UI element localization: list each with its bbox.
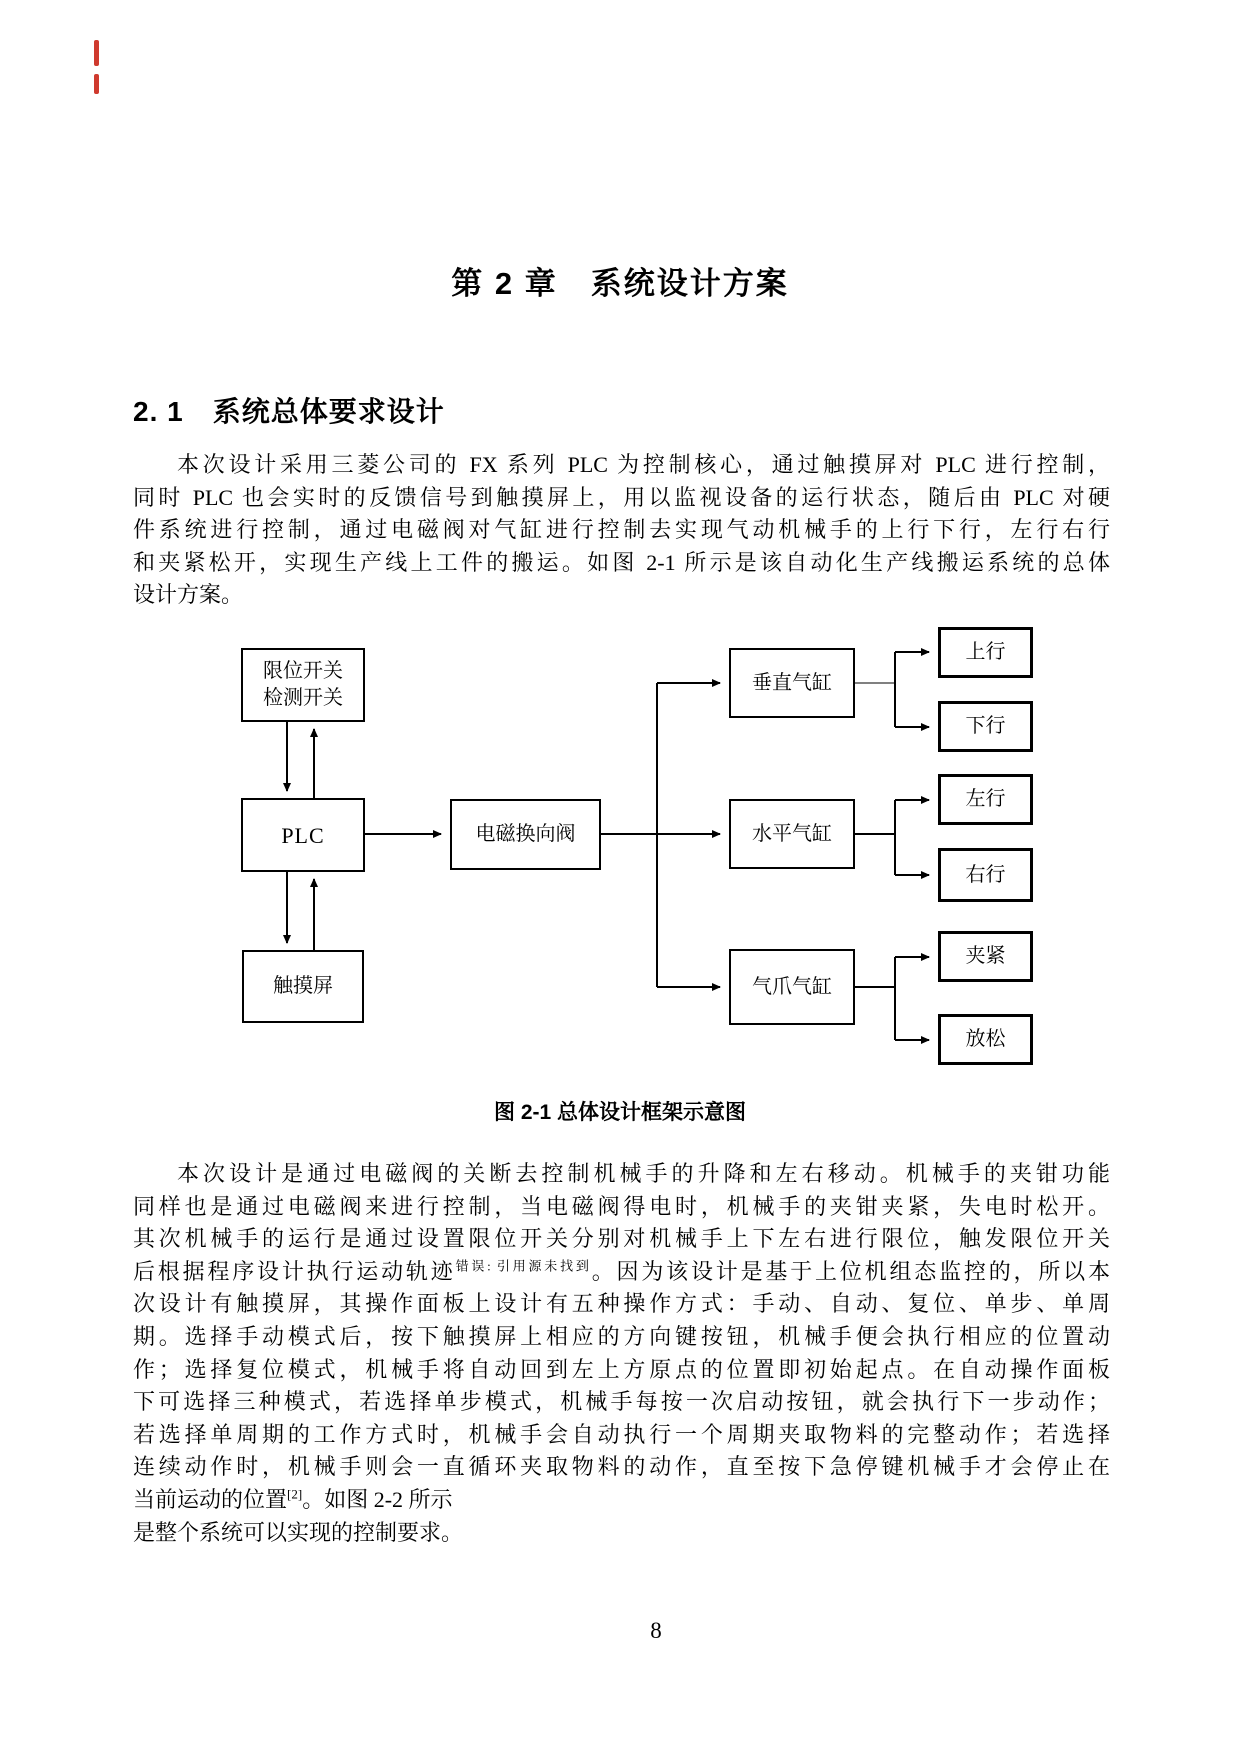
paragraph-line — [133, 579, 1110, 612]
text-fragment: 同时 PLC 也会实时的反馈信号到触摸屏上，用以监视设备的运行状态，随后由 PLC 对硬 — [133, 484, 1110, 510]
text-fragment: 同样也是通过电磁阀来进行控制，当电磁阀得电时，机械手的夹钳夹紧，失电时松开。 — [133, 1193, 1110, 1219]
text-fragment: 件系统进行控制，通过电磁阀对气缸进行控制去实现气动机械手的上行下行，左行右行 — [133, 517, 1110, 543]
paragraph-line — [133, 1419, 1110, 1452]
paragraph-1 — [133, 449, 1110, 612]
text-fragment: 作；选择复位模式，机械手将自动回到左上方原点的位置即初始起点。在自动操作面板 — [133, 1356, 1110, 1382]
paragraph-line — [133, 482, 1110, 515]
red-annotation-mark — [94, 40, 99, 66]
box-touch-screen — [242, 950, 364, 1023]
text-fragment: 若选择单周期的工作方式时，机械手会自动执行一个周期夹取物料的完整动作；若选择 — [133, 1421, 1110, 1447]
paragraph-line — [133, 547, 1110, 580]
box-label: 限位开关 — [263, 660, 343, 682]
paragraph-line — [133, 449, 1110, 482]
box-up — [938, 627, 1033, 678]
text-fragment: 本次设计是通过电磁阀的关断去控制机械手的升降和左右移动。机械手的夹钳功能 — [177, 1161, 1110, 1186]
citation-marker: [2] — [287, 1486, 303, 1502]
text-fragment: 后根据程序设计执行运动轨迹 — [133, 1258, 456, 1284]
box-left — [938, 774, 1033, 825]
box-plc — [241, 798, 365, 872]
paragraph-line — [133, 1517, 1110, 1550]
paragraph-line — [133, 1321, 1110, 1354]
box-right — [938, 848, 1033, 902]
box-label: 放松 — [965, 1028, 1006, 1050]
paragraph-line — [133, 1354, 1110, 1387]
box-label: 水平气缸 — [752, 822, 832, 845]
page-number: 8 — [650, 1618, 662, 1643]
paragraph-line — [133, 1451, 1110, 1484]
text-fragment: 次设计有触摸屏，其操作面板上设计有五种操作方式：手动、自动、复位、单步、单周 — [133, 1291, 1110, 1317]
paragraph-line — [133, 1158, 1110, 1191]
text-fragment: 连续动作时，机械手则会一直循环夹取物料的动作，直至按下急停键机械手才会停止在 — [133, 1454, 1110, 1480]
box-label: 下行 — [965, 715, 1006, 737]
text-fragment: 是整个系统可以实现的控制要求。 — [133, 1519, 464, 1545]
paragraph-2 — [133, 1158, 1110, 1549]
box-label: 上行 — [965, 641, 1006, 663]
text-fragment: 期。选择手动模式后，按下触摸屏上相应的方向键按钮，机械手便会执行相应的位置动 — [133, 1323, 1110, 1349]
paragraph-line — [133, 1223, 1110, 1256]
section-heading: 2. 1 系统总体要求设计 — [133, 396, 445, 427]
box-gripper-cylinder — [729, 949, 855, 1025]
box-label: 检测开关 — [263, 687, 343, 709]
text-fragment: 设计方案。 — [133, 582, 244, 608]
box-limit-switch — [241, 648, 365, 722]
paragraph-line — [133, 1191, 1110, 1224]
box-label: PLC — [281, 822, 325, 848]
box-label: 右行 — [965, 863, 1006, 886]
box-label: 触摸屏 — [273, 975, 333, 997]
paragraph-line — [133, 1386, 1110, 1419]
paragraph-line — [133, 1288, 1110, 1321]
box-label: 气爪气缸 — [752, 975, 832, 998]
text-fragment: 。因为该设计是基于上位机组态监控的，所以本 — [591, 1258, 1110, 1284]
box-release — [938, 1014, 1033, 1065]
box-label: 左行 — [965, 788, 1006, 810]
text-fragment: 下可选择三种模式，若选择单步模式，机械手每按一次启动按钮，就会执行下一步动作； — [133, 1389, 1110, 1415]
box-clamp — [938, 931, 1033, 982]
box-label: 电磁换向阀 — [475, 823, 576, 845]
text-fragment: 本次设计采用三菱公司的 FX 系列 PLC 为控制核心，通过触摸屏对 PLC 进行控制， — [177, 452, 1110, 477]
paragraph-line — [133, 1484, 1110, 1517]
box-label: 夹紧 — [965, 945, 1006, 967]
paragraph-line — [133, 1256, 1110, 1289]
text-fragment: 当前运动的位置 — [133, 1486, 288, 1512]
error-reference-note: 错误: 引用源未找到 — [455, 1258, 592, 1274]
figure-caption: 图 2-1 总体设计框架示意图 — [493, 1101, 747, 1124]
box-label: 垂直气缸 — [752, 671, 832, 694]
text-fragment: 和夹紧松开，实现生产线上工件的搬运。如图 2-1 所示是该自动化生产线搬运系统的总体 — [133, 549, 1110, 575]
chapter-title: 第 2 章 系统设计方案 — [451, 266, 789, 301]
box-down — [938, 701, 1033, 752]
red-annotation-mark — [94, 74, 99, 94]
box-solenoid-valve — [450, 799, 601, 870]
text-fragment: 。如图 2-2 所示 — [302, 1486, 453, 1512]
text-fragment: 其次机械手的运行是通过设置限位开关分别对机械手上下左右进行限位，触发限位开关 — [133, 1226, 1110, 1252]
paragraph-line — [133, 514, 1110, 547]
box-horizontal-cylinder — [729, 799, 855, 869]
box-vertical-cylinder — [729, 648, 855, 718]
